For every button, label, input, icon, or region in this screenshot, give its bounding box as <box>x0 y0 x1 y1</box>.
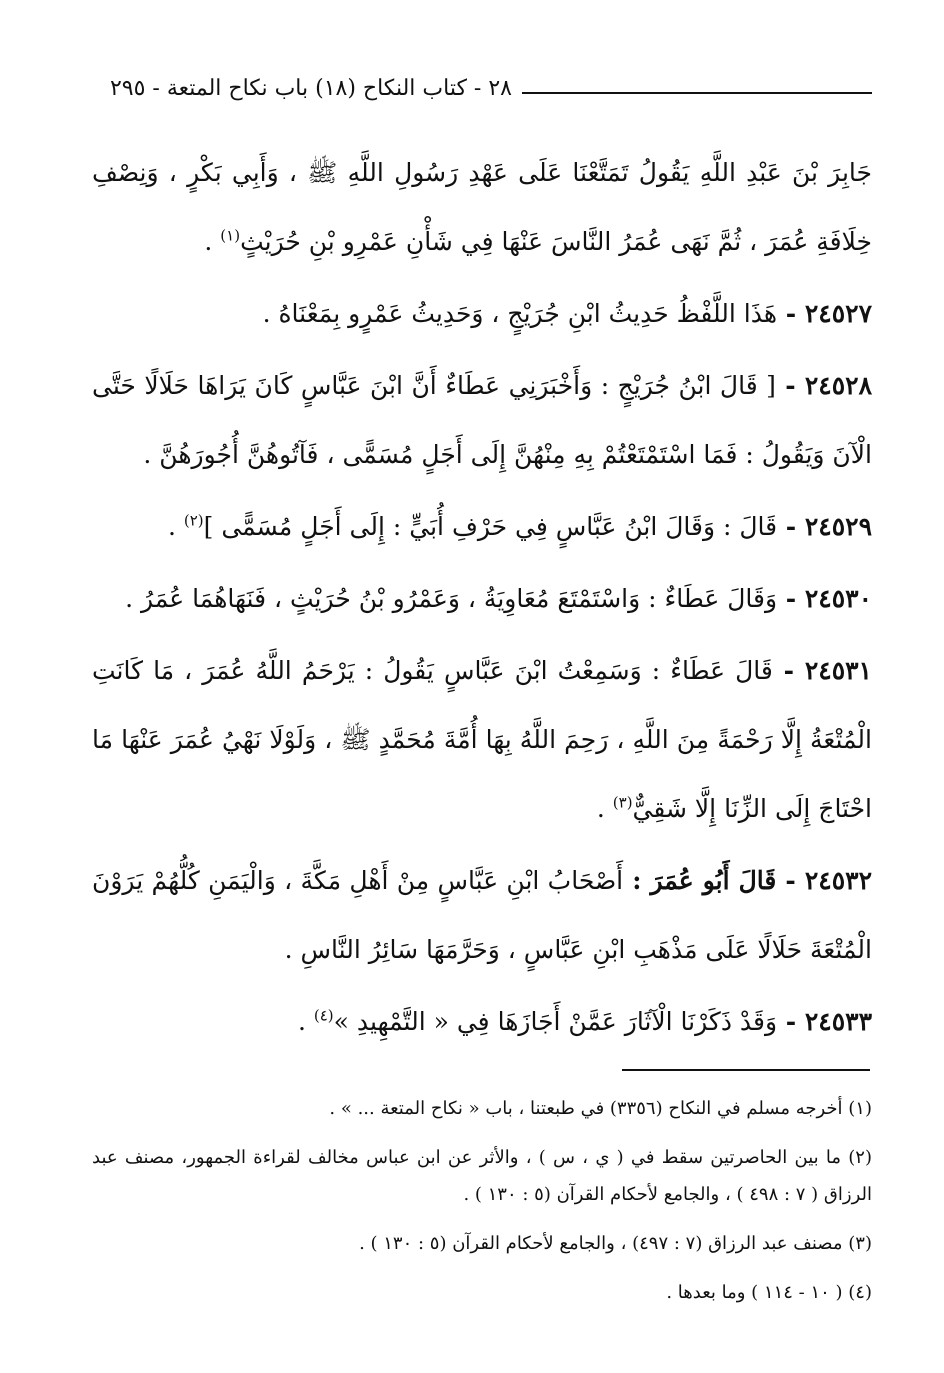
main-text <box>92 138 872 1056</box>
footnote-marker: (١) <box>220 226 241 245</box>
paragraph-24531 <box>92 636 872 843</box>
running-header <box>96 74 872 110</box>
paragraph-text: وَقَالَ عَطَاءٌ : وَاسْتَمْتَعَ مُعَاوِيَةُ ، وَعَمْرُو بْنُ حُرَيْثٍ ، فَنَهَاهُمَا عُمَرُ . <box>125 584 778 613</box>
paragraph-text: هَذَا اللَّفْظُ حَدِيثُ ابْنِ جُرَيْجٍ ، وَحَدِيثُ عَمْرٍو بِمَعْنَاهُ . <box>262 299 778 328</box>
header-rule <box>522 92 872 94</box>
paragraph-number: ٢٤٥٢٩ - <box>777 512 872 541</box>
footnotes <box>92 1090 872 1323</box>
footnote-2: (٢) ما بين الحاصرتين سقط في ( ي ، س ) ، والأثر عن ابن عباس مخالف لقراءة الجمهور، مصنف عبد الرزاق ( ٧ : ٤٩٨ ) ، والجامع لأحكام القرآن (٥ : ١٣٠ ) . <box>92 1147 872 1205</box>
paragraph-number: ٢٤٥٣٢ - قَالَ أَبُو عُمَرَ : <box>623 866 873 895</box>
paragraph-number: ٢٤٥٣٣ - <box>777 1007 872 1036</box>
paragraph-number: ٢٤٥٣٠ - <box>777 584 872 613</box>
footnote-1: (١) أخرجه مسلم في النكاح (٣٣٥٦) في طبعتنا ، باب « نكاح المتعة ... » . <box>329 1098 872 1119</box>
paragraph-number: ٢٤٥٢٨ - <box>775 371 872 400</box>
paragraph-24527 <box>92 279 872 348</box>
paragraph-24533 <box>92 987 872 1056</box>
footnote-separator <box>622 1069 870 1071</box>
paragraph-24530 <box>92 564 872 633</box>
footnote-marker: (٤) <box>313 1006 334 1025</box>
paragraph-text: أَصْحَابُ ابْنِ عَبَّاسٍ مِنْ أَهْلِ مَكَّةَ ، وَالْيَمَنِ كُلُّهُمْ يَرَوْنَ الْمُتْعَةَ حَلَالًا عَلَى مَذْهَبِ ابْنِ عَبَّاسٍ ، وَحَرَّمَهَا سَائِرُ النَّاسِ . <box>92 866 872 964</box>
paragraph-text: قَالَ عَطَاءٌ : وَسَمِعْتُ ابْنَ عَبَّاسٍ يَقُولُ : يَرْحَمُ اللَّهُ عُمَرَ ، مَا كَانَتِ الْمُتْعَةُ إِلَّا رَحْمَةً مِنَ اللَّهِ ، رَحِمَ اللَّهُ بِهَا أُمَّةَ مُحَمَّدٍ ﷺ ، وَلَوْلَا نَهْيُ عُمَرَ عَنْهَا مَا احْتَاجَ إِلَى الزِّنَا إِلَّا شَقِيٌّ <box>92 656 872 823</box>
paragraph-text: قَالَ : وَقَالَ ابْنُ عَبَّاسٍ فِي حَرْفِ أُبَيٍّ : إِلَى أَجَلٍ مُسَمًّى ] <box>203 512 778 541</box>
footnote-marker: (٣) <box>612 793 633 812</box>
paragraph-text: [ قَالَ ابْنُ جُرَيْجٍ : وَأَخْبَرَنِي عَطَاءٌ أَنَّ ابْنَ عَبَّاسٍ كَانَ يَرَاهَا حَلَالًا حَتَّى الْآنَ وَيَقُولُ : فَمَا اسْتَمْتَعْتُمْ بِهِ مِنْهُنَّ إِلَى أَجَلٍ مُسَمًّى ، فَآتُوهُنَّ أُجُورَهُنَّ . <box>92 371 872 469</box>
paragraph-24528 <box>92 351 872 489</box>
footnote-marker: (٢) <box>183 511 204 530</box>
paragraph-tail: . <box>297 1007 314 1036</box>
paragraph-tail: . <box>596 794 613 823</box>
paragraph-text: وَقَدْ ذَكَرْنَا الْآثَارَ عَمَّنْ أَجَازَهَا فِي « التَّمْهِيدِ » <box>333 1007 778 1036</box>
footnote-4: (٤) ( ١٠ - ١١٤ ) وما بعدها . <box>666 1282 872 1303</box>
paragraph-text: جَابِرَ بْنَ عَبْدِ اللَّهِ يَقُولُ تَمَتَّعْنَا عَلَى عَهْدِ رَسُولِ اللَّهِ ﷺ ، وَأَبِي بَكْرٍ ، وَنِصْفِ خِلَافَةِ عُمَرَ ، ثُمَّ نَهَى عُمَرُ النَّاسَ عَنْهَا فِي شَأْنِ عَمْرِو بْنِ حُرَيْثٍ <box>92 158 872 256</box>
paragraph-tail: . <box>167 512 184 541</box>
paragraph-tail: . <box>204 227 221 256</box>
header-title: ٢٨ - كتاب النكاح (١٨) باب نكاح المتعة - ٢٩٥ <box>109 76 512 101</box>
paragraph-24532 <box>92 846 872 984</box>
footnote-3: (٣) مصنف عبد الرزاق (٧ : ٤٩٧) ، والجامع لأحكام القرآن (٥ : ١٣٠ ) . <box>359 1233 872 1254</box>
paragraph-continuation <box>92 138 872 276</box>
paragraph-number: ٢٤٥٢٧ - <box>777 299 872 328</box>
paragraph-24529 <box>92 492 872 561</box>
paragraph-number: ٢٤٥٣١ - <box>772 656 872 685</box>
